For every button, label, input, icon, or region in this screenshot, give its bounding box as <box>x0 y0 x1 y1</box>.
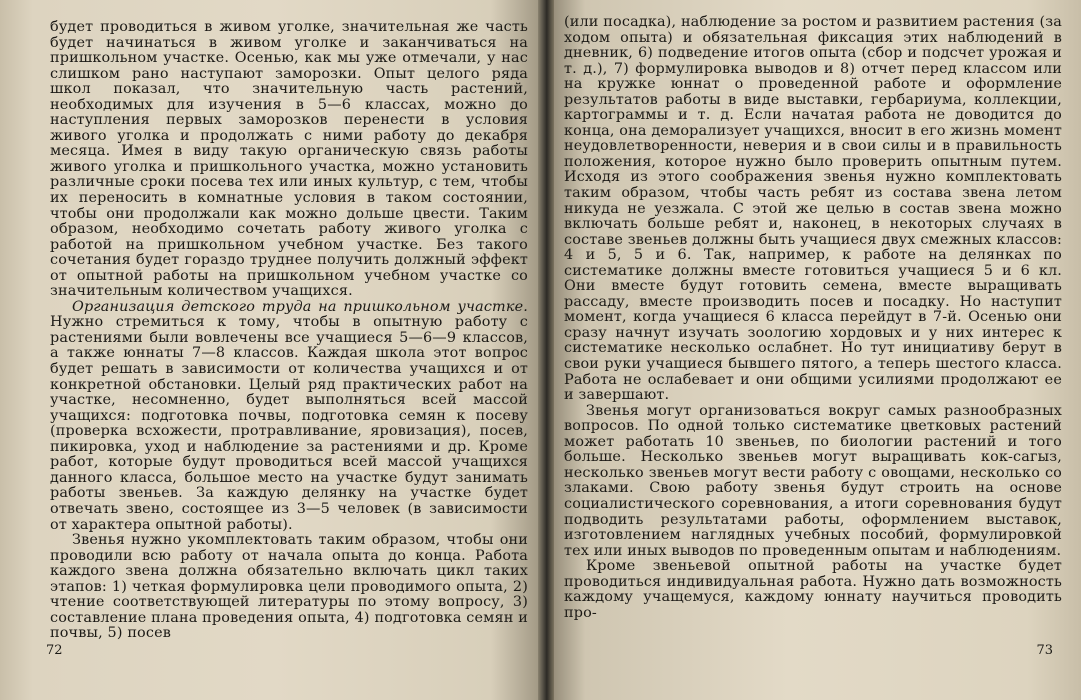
page-number-left: 72 <box>46 643 63 658</box>
left-paragraph-2 <box>50 300 528 533</box>
right-page-text <box>564 15 1062 621</box>
left-paragraph-1: будет проводиться в живом уголке, значительная же часть будет начинаться в живом уголке и заканчиваться на пришкольном участке. Осенью, как мы уже отмечали, у нас слишком рано наступают заморозки. Опыт целого ряда школ показал, что значительную часть растений, необходимых для изучения в 5—6 классах, можно до наступления первых заморозков перенести в условия живого уголка и продолжать с ними работу до декабря месяца. Имея в виду такую органическую связь работы живого уголка и пришкольного участка, можно установить различные сроки посева тех или иных культур, с тем, чтобы их переносить в комнатные условия в таком состоянии, чтобы они продолжали как можно дольше цвести. Таким образом, необходимо сочетать работу живого уголка с работой на пришкольном учебном участке. Без такого сочетания будет гораздо труднее получить должный эффект от опытной работы на пришкольном учебном участке со значительным количеством учащихся. <box>50 19 528 300</box>
right-page <box>548 0 1081 700</box>
section-heading: Организация детского труда на пришкольном участке. <box>72 298 528 315</box>
left-paragraph-2-body: Нужно стремиться к тому, чтобы в опытную работу с растениями были вовлечены все учащиеся 5—6—9 классов, а также юннаты 7—8 классов. Каждая школа этот вопрос будет решать в зависимости от количества учащихся и от конкретной обстановки. Целый ряд практических работ на участке, несомненно, будет выполняться всей массой учащихся: подготовка почвы, подготовка семян к посеву (проверка всхожести, протравливание, яровизация), посев, пикировка, уход и наблюдение за растениями и др. Кроме работ, которые будут проводиться всей массой учащихся данного класса, большое место на участке будут занимать работы звеньев. За каждую делянку на участке будет отвечать звено, состоящее из 3—5 человек (в зависимости от характера опытной работы). <box>50 314 528 533</box>
page-number-right: 73 <box>1036 643 1053 658</box>
book-gutter <box>538 0 554 700</box>
left-paragraph-3: Звенья нужно укомплектовать таким образом, чтобы они проводили всю работу от начала опыта до конца. Работа каждого звена должна обязательно включать цикл таких этапов: 1) четкая формулировка цели проводимого опыта, 2) чтение соответствующей литературы по этому вопросу, 3) составление плана проведения опыта, 4) подготовка семян и почвы, 5) посев <box>50 532 528 642</box>
left-page-text <box>50 20 528 642</box>
right-paragraph-3: Кроме звеньевой опытной работы на участке будет проводиться индивидуальная работа. Нужно дать возможность каждому учащемуся, каждому юннату научиться проводить про- <box>564 558 1062 621</box>
right-paragraph-2: Звенья могут организоваться вокруг самых разнообразных вопросов. По одной только систематике цветковых растений может работать 10 звеньев, по биологии растений и того больше. Несколько звеньев могут выращивать кок-сагыз, несколько звеньев могут вести работу с овощами, несколько со злаками. Свою работу звенья будут строить на основе социалистического соревнования, а итоги соревнования будут подводить результатами работы, оформлением выставок, изготовлением наглядных учебных пособий, формулировкой тех или иных выводов по проведенным опытам и наблюдениям. <box>564 402 1062 559</box>
right-paragraph-1: (или посадка), наблюдение за ростом и развитием растения (за ходом опыта) и обязательная фиксация этих наблюдений в дневник, 6) подведение итогов опыта (сбор и подсчет урожая и т. д.), 7) формулировка выводов и 8) отчет перед классом или на кружке юннат о проведенной работе и оформление результатов работы в виде выставки, гербариума, коллекции, картограммы и т. д. Если начатая работа не доводится до конца, она деморализует учащихся, вносит в его жизнь момент неудовлетворенности, неверия и в свои силы и в правильность положения, которое нужно было проверить опытным путем. Исходя из этого соображения звенья нужно комплектовать таким образом, чтобы часть ребят из состава звена летом никуда не уезжала. С этой же целью в состав звена можно включать больше ребят и, наконец, в некоторых случаях в составе звеньев должны быть учащиеся двух смежных классов: 4 и 5, 5 и 6. Так, например, к работе на делянках по систематике должны вместе готовиться учащиеся 5 и 6 кл. Они вместе будут готовить семена, вместе выращивать рассаду, вместе производить посев и посадку. Но наступит момент, когда учащиеся 6 класса перейдут в 7-й. Осенью они сразу начнут изучать зоологию хордовых и у них интерес к систематике несколько ослабнет. Но тут инициативу берут в свои руки учащиеся бывшего пятого, а теперь шестого класса. Работа не ослабевает и они общими усилиями продолжают ее и завершают. <box>564 14 1062 404</box>
